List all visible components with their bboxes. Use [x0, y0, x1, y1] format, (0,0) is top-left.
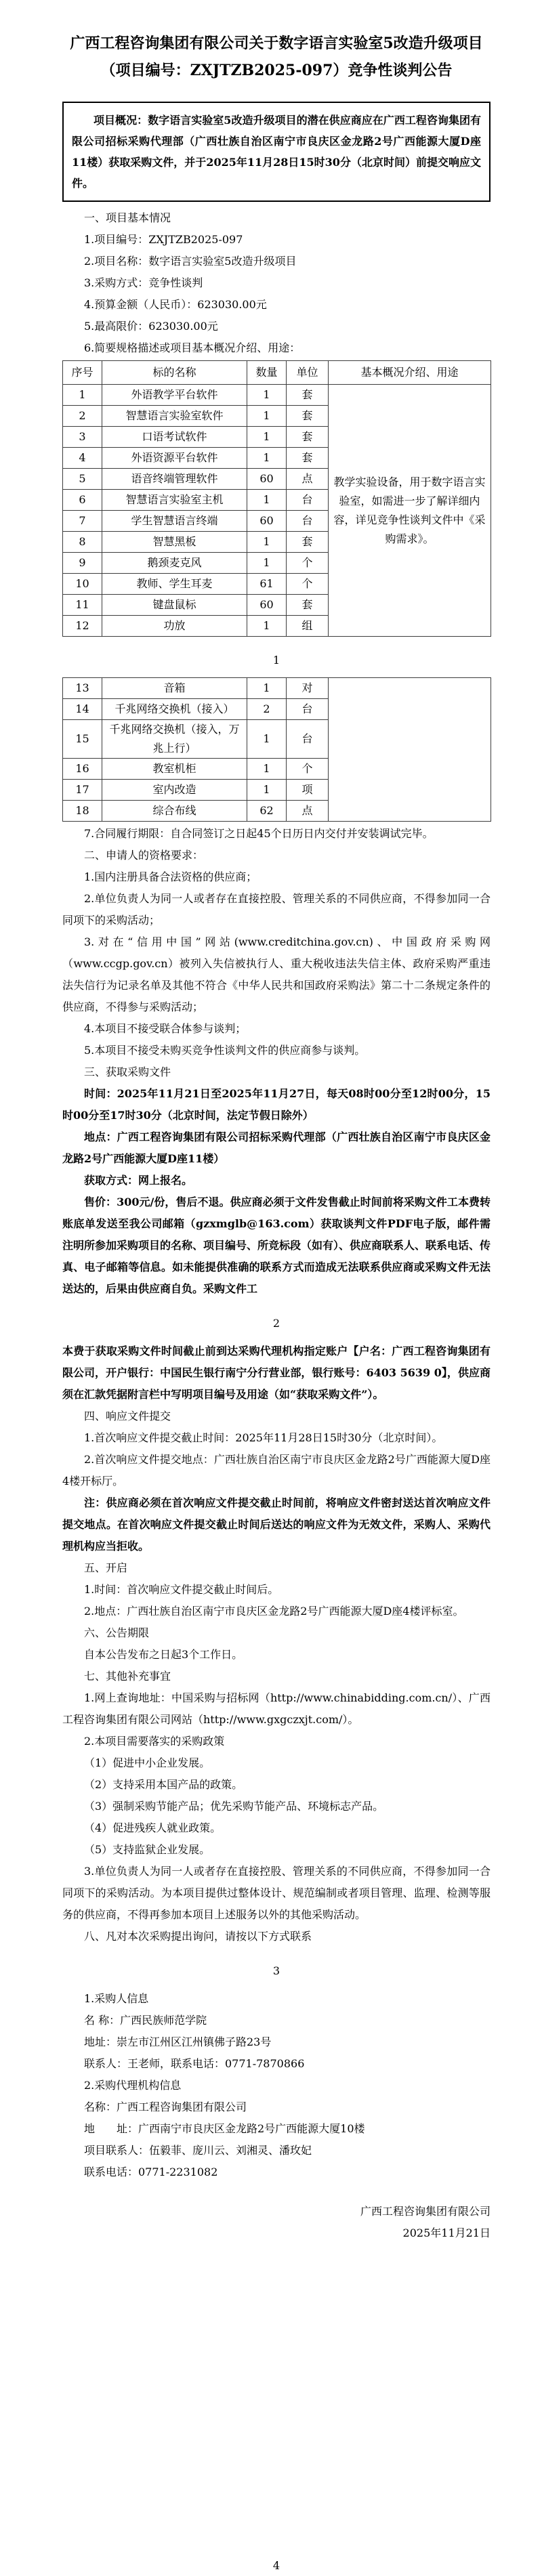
unit-cell: 台 — [287, 511, 329, 532]
quantity-cell: 1 — [247, 448, 287, 469]
quantity-cell: 1 — [247, 678, 287, 699]
paragraph: 地点：广西工程咨询集团有限公司招标采购代理部（广西壮族自治区南宁市良庆区金龙路2号广西能源大厦D座11楼） — [62, 1131, 491, 1165]
paragraph: 1.网上查询地址：中国采购与招标网（http://www.chinabidding.com.cn/）、广西工程咨询集团有限公司网站（http://www.gxgczxjt.com/）。 — [62, 1691, 491, 1726]
paragraph: 3.对在“信用中国”网站(www.creditchina.gov.cn)、中国政府采购网（www.ccgp.gov.cn）被列入失信被执行人、重大税收违法失信主体、政府采购严重违法失信行为记录名单及其他不符合《中华人民共和国政府采购法》第二十二条规定条件的供应商，不得参与采购活动； — [62, 935, 491, 1013]
item-name-cell: 音箱 — [102, 678, 247, 699]
paragraph: 时间：2025年11月21日至2025年11月27日，每天08时00分至12时00分，15时00分至17时30分（北京时间，法定节假日除外） — [62, 1087, 491, 1122]
unit-cell: 组 — [287, 616, 329, 637]
row-index-cell: 15 — [63, 720, 102, 759]
quantity-cell: 1 — [247, 759, 287, 780]
paragraph: 项目联系人：伍毅菲、庞川云、刘湘灵、潘玫妃 — [84, 2144, 312, 2157]
item-name-cell: 功放 — [102, 616, 247, 637]
overview-usage-cell — [329, 678, 491, 822]
paragraph: 售价：300元/份，售后不退。供应商必须于文件发售截止时间前将采购文件工本费转账底单发送至我公司邮箱（gzxmglb@163.com）获取谈判文件PDF电子版，邮件需注明所参加采购项目的名称、项目编号、所竞标段（如有）、供应商联系人、联系电话、传真、电子邮箱等信息。如未能提供准确的联系方式而造成无法联系供应商或采购文件无法送达的，后果由供应商自负。采购文件工 — [62, 1196, 491, 1295]
paragraph: 名 称：广西民族师范学院 — [84, 2014, 207, 2027]
paragraph: 2.项目名称：数字语言实验室5改造升级项目 — [84, 255, 297, 268]
item-name-cell: 学生智慧语言终端 — [102, 511, 247, 532]
table-header-cell: 序号 — [63, 361, 102, 385]
section-heading: 六、公告期限 — [84, 1626, 150, 1639]
quantity-cell: 1 — [247, 385, 287, 406]
quantity-cell: 1 — [247, 720, 287, 759]
paragraph: （2）支持采用本国产品的政策。 — [84, 1778, 243, 1791]
row-index-cell: 13 — [63, 678, 102, 699]
project-overview-text: 项目概况：数字语言实验室5改造升级项目的潜在供应商应在广西工程咨询集团有限公司招标采购代理部（广西壮族自治区南宁市良庆区金龙路2号广西能源大厦D座11楼）获取采购文件，并于2025年11月28日15时30分（北京时间）前提交响应文件。 — [72, 114, 481, 190]
page-number: 4 — [272, 2559, 280, 2572]
row-index-cell: 5 — [63, 469, 102, 490]
paragraph: 2.采购代理机构信息 — [84, 2079, 182, 2092]
quantity-cell: 61 — [247, 574, 287, 595]
row-index-cell: 10 — [63, 574, 102, 595]
quantity-cell: 1 — [247, 427, 287, 448]
item-name-cell: 千兆网络交换机（接入，万兆上行） — [102, 720, 247, 759]
document-body — [62, 207, 491, 2576]
table-header-cell: 数量 — [247, 361, 287, 385]
item-name-cell: 鹅颈麦克风 — [102, 553, 247, 574]
paragraph: （4）促进残疾人就业政策。 — [84, 1821, 222, 1834]
item-name-cell: 外语教学平台软件 — [102, 385, 247, 406]
title-line-1: 广西工程咨询集团有限公司关于数字语言实验室5改造升级项目 — [70, 35, 483, 52]
table-body — [63, 385, 491, 637]
row-index-cell: 16 — [63, 759, 102, 780]
unit-cell: 点 — [287, 801, 329, 822]
paragraph: 地址：崇左市江州区江州镇佛子路23号 — [84, 2035, 272, 2048]
paragraph: （5）支持监狱企业发展。 — [84, 1843, 211, 1856]
row-index-cell: 1 — [63, 385, 102, 406]
spec-table-page1 — [62, 360, 491, 637]
paragraph: 6.简要规格描述或项目基本概况介绍、用途： — [84, 341, 301, 354]
item-name-cell: 教室机柜 — [102, 759, 247, 780]
row-index-cell: 6 — [63, 490, 102, 511]
unit-cell: 个 — [287, 553, 329, 574]
section-heading: 八、凡对本次采购提出询问，请按以下方式联系 — [84, 1930, 312, 1943]
paragraph: 1.采购人信息 — [84, 1992, 149, 2005]
table-header-row — [63, 361, 491, 385]
item-name-cell: 综合布线 — [102, 801, 247, 822]
table-header — [63, 361, 491, 385]
quantity-cell: 60 — [247, 595, 287, 616]
section-heading: 三、获取采购文件 — [84, 1065, 171, 1078]
item-name-cell: 语音终端管理软件 — [102, 469, 247, 490]
unit-cell: 个 — [287, 759, 329, 780]
unit-cell: 项 — [287, 780, 329, 801]
paragraph: 名称：广西工程咨询集团有限公司 — [84, 2100, 247, 2113]
paragraph: 联系人：王老师，联系电话：0771-7870866 — [84, 2057, 305, 2070]
paragraph: 联系电话：0771-2231082 — [84, 2166, 218, 2178]
item-name-cell: 千兆网络交换机（接入） — [102, 699, 247, 720]
section-heading: 二、申请人的资格要求： — [84, 849, 204, 862]
quantity-cell: 60 — [247, 469, 287, 490]
paragraph: 1.时间：首次响应文件提交截止时间后。 — [84, 1583, 279, 1596]
table-header-cell: 标的名称 — [102, 361, 247, 385]
paragraph: 2.单位负责人为同一人或者存在直接控股、管理关系的不同供应商，不得参加同一合同项下的采购活动； — [62, 892, 491, 927]
paragraph: 1.首次响应文件提交截止时间：2025年11月28日15时30分（北京时间）。 — [84, 1431, 443, 1444]
unit-cell: 台 — [287, 490, 329, 511]
item-name-cell: 智慧语言实验室软件 — [102, 406, 247, 427]
page-number: 3 — [272, 1964, 280, 1977]
row-index-cell: 17 — [63, 780, 102, 801]
paragraph: 5.本项目不接受未购买竞争性谈判文件的供应商参与谈判。 — [84, 1044, 366, 1057]
table-body — [63, 678, 491, 822]
quantity-cell: 62 — [247, 801, 287, 822]
row-index-cell: 4 — [63, 448, 102, 469]
quantity-cell: 1 — [247, 490, 287, 511]
unit-cell: 套 — [287, 385, 329, 406]
paragraph: 2.本项目需要落实的采购政策 — [84, 1735, 225, 1748]
unit-cell: 台 — [287, 699, 329, 720]
paragraph: （3）强制采购节能产品；优先采购节能产品、环境标志产品。 — [84, 1800, 384, 1813]
unit-cell: 台 — [287, 720, 329, 759]
signature-line: 广西工程咨询集团有限公司 — [360, 2205, 491, 2218]
paragraph: 1.项目编号：ZXJTZB2025-097 — [84, 233, 243, 246]
unit-cell: 套 — [287, 406, 329, 427]
unit-cell: 对 — [287, 678, 329, 699]
quantity-cell: 1 — [247, 532, 287, 553]
item-name-cell: 智慧黑板 — [102, 532, 247, 553]
overview-usage-cell: 教学实验设备，用于数字语言实验室，如需进一步了解详细内容，详见竞争性谈判文件中《采购需求》。 — [329, 385, 491, 637]
section-heading: 五、开启 — [84, 1561, 128, 1574]
paragraph: 地 址：广西南宁市良庆区金龙路2号广西能源大厦10楼 — [84, 2122, 365, 2135]
paragraph: 2.首次响应文件提交地点：广西壮族自治区南宁市良庆区金龙路2号广西能源大厦D座4楼开标厅。 — [62, 1453, 491, 1487]
unit-cell: 套 — [287, 595, 329, 616]
paragraph: 本费于获取采购文件时间截止前到达采购代理机构指定账户【户名：广西工程咨询集团有限公司，开户银行：中国民生银行南宁分行营业部，银行账号：6403 5639 0】，供应商须在汇款凭据附言栏中写明项目编号及用途（如“获取采购文件”）。 — [62, 1345, 491, 1401]
paragraph: 自本公告发布之日起3个工作日。 — [84, 1648, 243, 1661]
paragraph: 5.最高限价：623030.00元 — [84, 320, 218, 333]
unit-cell: 套 — [287, 448, 329, 469]
item-name-cell: 键盘鼠标 — [102, 595, 247, 616]
paragraph: 1.国内注册具备合法资格的供应商； — [84, 870, 257, 883]
row-index-cell: 9 — [63, 553, 102, 574]
item-name-cell: 教师、学生耳麦 — [102, 574, 247, 595]
paragraph: 7.合同履行期限：自合同签订之日起45个日历日内交付并安装调试完毕。 — [84, 827, 434, 840]
quantity-cell: 1 — [247, 780, 287, 801]
unit-cell: 套 — [287, 532, 329, 553]
section-heading: 四、响应文件提交 — [84, 1410, 171, 1422]
row-index-cell: 7 — [63, 511, 102, 532]
item-name-cell: 智慧语言实验室主机 — [102, 490, 247, 511]
table-header-cell: 单位 — [287, 361, 329, 385]
signature-line: 2025年11月21日 — [402, 2226, 491, 2239]
table-row — [63, 678, 491, 699]
row-index-cell: 8 — [63, 532, 102, 553]
page-title — [53, 30, 500, 84]
unit-cell: 套 — [287, 427, 329, 448]
row-index-cell: 14 — [63, 699, 102, 720]
row-index-cell: 11 — [63, 595, 102, 616]
row-index-cell: 2 — [63, 406, 102, 427]
row-index-cell: 3 — [63, 427, 102, 448]
item-name-cell: 口语考试软件 — [102, 427, 247, 448]
page-number: 1 — [272, 654, 280, 667]
quantity-cell: 1 — [247, 616, 287, 637]
spacer — [62, 2244, 491, 2542]
unit-cell: 个 — [287, 574, 329, 595]
paragraph: （1）促进中小企业发展。 — [84, 1756, 211, 1769]
paragraph: 注：供应商必须在首次响应文件提交截止时间前，将响应文件密封送达首次响应文件提交地点。在首次响应文件提交截止时间后送达的响应文件为无效文件，采购人、采购代理机构应当拒收。 — [62, 1496, 491, 1553]
quantity-cell: 60 — [247, 511, 287, 532]
item-name-cell: 室内改造 — [102, 780, 247, 801]
table-row — [63, 385, 491, 406]
item-name-cell: 外语资源平台软件 — [102, 448, 247, 469]
paragraph: 获取方式：网上报名。 — [84, 1174, 193, 1187]
paragraph: 4.本项目不接受联合体参与谈判； — [84, 1022, 247, 1035]
section-heading: 七、其他补充事宜 — [84, 1670, 171, 1683]
row-index-cell: 12 — [63, 616, 102, 637]
section-heading: 一、项目基本情况 — [84, 211, 171, 224]
paragraph: 4.预算金额（人民币）：623030.00元 — [84, 298, 267, 311]
page-number: 2 — [272, 1317, 280, 1330]
row-index-cell: 18 — [63, 801, 102, 822]
quantity-cell: 2 — [247, 699, 287, 720]
unit-cell: 点 — [287, 469, 329, 490]
table-header-cell: 基本概况介绍、用途 — [329, 361, 491, 385]
quantity-cell: 1 — [247, 406, 287, 427]
spec-table-page2 — [62, 677, 491, 822]
title-line-2: （项目编号：ZXJTZB2025-097）竞争性谈判公告 — [100, 62, 453, 79]
paragraph: 2.地点：广西壮族自治区南宁市良庆区金龙路2号广西能源大厦D座4楼评标室。 — [84, 1605, 464, 1618]
paragraph: 3.采购方式：竞争性谈判 — [84, 276, 203, 289]
project-overview-box — [62, 102, 491, 202]
paragraph: 3.单位负责人为同一人或者存在直接控股、管理关系的不同供应商，不得参加同一合同项下的采购活动。为本项目提供过整体设计、规范编制或者项目管理、监理、检测等服务的供应商，不得再参加本项目上述服务以外的其他采购活动。 — [62, 1865, 491, 1921]
quantity-cell: 1 — [247, 553, 287, 574]
